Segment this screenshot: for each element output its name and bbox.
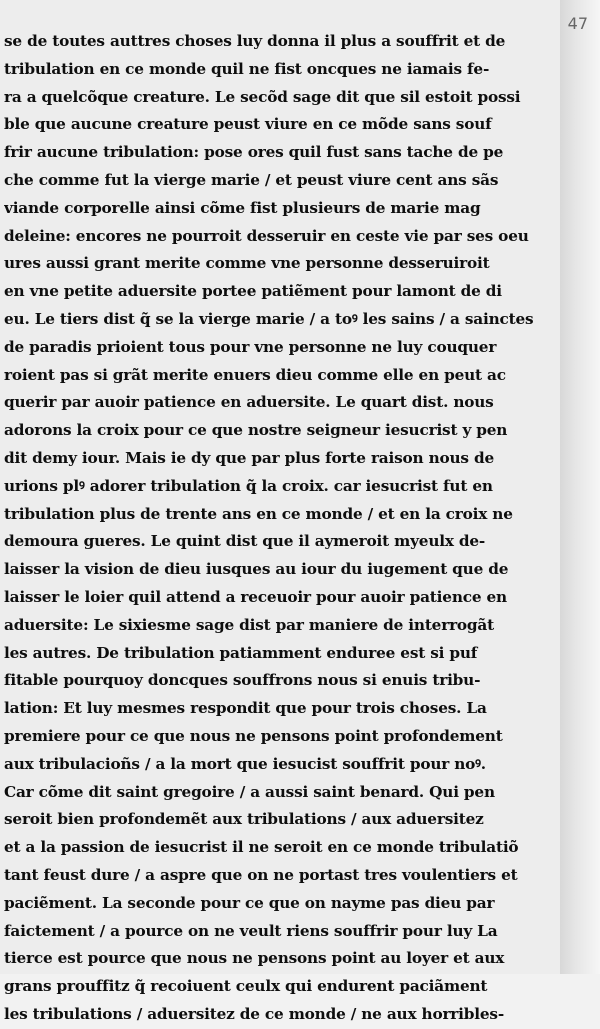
text-line: aux tribulacioñs / a la mort que iesucist souffrit pour noꝰ. bbox=[4, 754, 486, 773]
text-line: de paradis prioient tous pour vne personne ne luy couquer bbox=[4, 337, 497, 356]
text-line: adorons la croix pour ce que nostre seigneur iesucrist y pen bbox=[4, 421, 508, 440]
text-line: eu. Le tiers dist q̃ se la vierge marie / a toꝰ les sains / a sainctes bbox=[4, 309, 534, 328]
text-line: en vne petite aduersite portee patiẽment pour lamont de di bbox=[4, 282, 502, 301]
text-line: viande corporelle ainsi cõme fist plusieurs de marie mag bbox=[4, 198, 481, 217]
text-line: tribulation plus de trente ans en ce monde / et en la croix ne bbox=[4, 504, 513, 523]
text-line: seroit bien profondemẽt aux tribulations / aux aduersitez bbox=[4, 810, 484, 829]
text-line: fitable pourquoy doncques souffrons nous si enuis tribu- bbox=[4, 671, 481, 690]
text-line: les autres. De tribulation patiamment enduree est si puf bbox=[4, 643, 478, 662]
text-line: ures aussi grant merite comme vne personne desseruiroit bbox=[4, 254, 490, 273]
text-line: laisser la vision de dieu iusques au iour du iugement que de bbox=[4, 560, 509, 579]
text-line: tribulation en ce monde quil ne fist oncques ne iamais fe- bbox=[4, 59, 490, 78]
text-line: roient pas si grãt merite enuers dieu comme elle en peut ac bbox=[4, 365, 506, 384]
text-line: Car cõme dit saint gregoire / a aussi saint benard. Qui pen bbox=[4, 782, 495, 801]
text-line: ble que aucune creature peust viure en ce mõde sans souf bbox=[4, 115, 492, 134]
text-line: ra a quelcõque creature. Le secõd sage dit que sil estoit possi bbox=[4, 87, 521, 106]
text-line: dit demy iour. Mais ie dy que par plus forte raison nous de bbox=[4, 448, 494, 467]
text-line: premiere pour ce que nous ne pensons point profondement bbox=[4, 726, 503, 745]
text-line: frir aucune tribulation: pose ores quil fust sans tache de pe bbox=[4, 143, 504, 162]
text-line: che comme fut la vierge marie / et peust viure cent ans sãs bbox=[4, 170, 499, 189]
text-line: lation: Et luy mesmes respondit que pour trois choses. La bbox=[4, 699, 487, 718]
text-line: querir par auoir patience en aduersite. Le quart dist. nous bbox=[4, 393, 494, 412]
text-line: deleine: encores ne pourroit desseruir en ceste vie par ses oeu bbox=[4, 226, 529, 245]
text-line: tierce est pource que nous ne pensons point au loyer et aux bbox=[4, 949, 505, 968]
text-line: grans prouffitz q̃ recoiuent ceulx qui endurent paciãment bbox=[4, 977, 488, 996]
page-edge bbox=[560, 0, 600, 974]
text-line: tant feust dure / a aspre que on ne portast tres voulentiers et bbox=[4, 865, 518, 884]
text-line: les tribulations / aduersitez de ce monde / ne aux horribles- bbox=[4, 1004, 504, 1023]
text-line: faictement / a pource on ne veult riens souffrir pour luy La bbox=[4, 921, 498, 940]
text-line: aduersite: Le sixiesme sage dist par maniere de interrogãt bbox=[4, 615, 495, 634]
text-line: se de toutes auttres choses luy donna il plus a souffrit et de bbox=[4, 32, 506, 50]
text-line: demoura gueres. Le quint dist que il aymeroit myeulx de- bbox=[4, 532, 486, 551]
folio-number: 47 bbox=[567, 14, 588, 33]
text-line: laisser le loier quil attend a receuoir pour auoir patience en bbox=[4, 587, 507, 606]
text-line: paciẽment. La seconde pour ce que on nayme pas dieu par bbox=[4, 893, 495, 912]
text-line: et a la passion de iesucrist il ne seroit en ce monde tribulatiõ bbox=[4, 838, 519, 857]
text-line: urions plꝰ adorer tribulation q̃ la croix. car iesucrist fut en bbox=[4, 476, 493, 495]
text-block bbox=[4, 28, 552, 1029]
